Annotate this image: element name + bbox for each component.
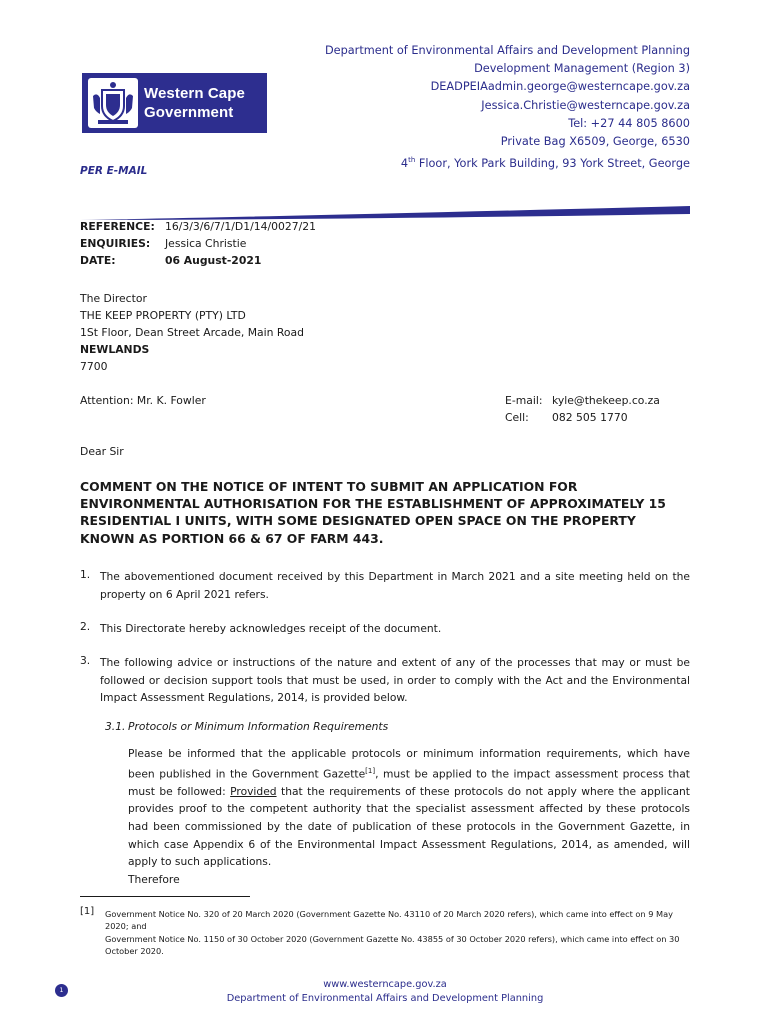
enquiries-label: ENQUIRIES:	[80, 237, 151, 250]
address-line: Development Management (Region 3)	[474, 62, 690, 76]
header-divider-swoosh	[0, 200, 770, 222]
enquiries-value: Jessica Christie	[165, 237, 247, 250]
provided-underlined: Provided	[230, 784, 277, 798]
paragraph-text: This Directorate hereby acknowledges receipt of the document.	[100, 622, 442, 635]
letter-subject: COMMENT ON THE NOTICE OF INTENT TO SUBMIT AN APPLICATION FOR ENVIRONMENTAL AUTHORISATION FOR THE ESTABLISHMENT OF APPROXIMATELY 15 RESIDENTIAL I UNITS, WITH SOME DESIGNATED OPEN SPACE ON THE PROPERTY KNOWN AS PORTION 66 & 67 OF FARM 443.	[80, 479, 666, 546]
address-phone-line: Tel: +27 44 805 8600	[568, 116, 690, 130]
cell-label: Cell:	[505, 411, 529, 424]
address-line: Department of Environmental Affairs and Development Planning	[324, 44, 690, 57]
email-label: E-mail:	[505, 394, 543, 407]
paragraph-number: 1.	[80, 568, 91, 581]
page-number-badge: 1	[55, 984, 68, 997]
subsection-title: Protocols or Minimum Information Requirements	[128, 720, 389, 733]
addressee-city: NEWLANDS	[80, 343, 150, 356]
salutation: Dear Sir	[80, 445, 124, 458]
footer-department: Department of Environmental Affairs and Development Planning	[226, 993, 544, 1004]
email-value: kyle@thekeep.co.za	[552, 394, 660, 407]
department-address-block	[325, 42, 690, 173]
addressee-postal-code: 7700	[80, 360, 108, 373]
reference-value: 16/3/3/6/7/1/D1/14/0027/21	[165, 220, 316, 233]
date-value: 06 August-2021	[165, 254, 262, 267]
footnote-text: Government Notice No. 320 of 20 March 2020 (Government Gazette No. 43110 of 20 March 2020 refers), which came into effect on 9 May 2020; and Government Notice No. 1150 of 30 October 2020 (Government Gazette No. 43855 of 30 October 2020 refers), which came into effect on 30 October 2020.	[105, 909, 680, 957]
addressee-company: THE KEEP PROPERTY (PTY) LTD	[80, 309, 246, 322]
per-email-label: PER E-MAIL	[80, 165, 148, 177]
therefore-line: Therefore	[128, 872, 180, 886]
footnote-reference: [1]	[365, 766, 376, 775]
logo-line-1: Western Cape	[144, 85, 245, 102]
subsection-number: 3.1.	[105, 720, 126, 733]
reference-label: REFERENCE:	[80, 220, 155, 233]
western-cape-government-logo	[82, 73, 267, 133]
logo-line-2: Government	[144, 104, 234, 121]
footer-url[interactable]: www.westerncape.gov.za	[323, 979, 447, 990]
addressee-title: The Director	[80, 292, 147, 305]
coat-of-arms-icon	[88, 78, 138, 128]
protocol-paragraph: Please be informed that the applicable protocols or minimum information requirements, which have been published in the Government Gazette[1], must be applied to the impact assessment process that must be followed: Provided that the requirements of these protocols do not apply where the applicant provides proof to the competent authority that the specialist assessment affected by these protocols had been commissioned by the date of publication of these protocols in the Government Gazette, in which case Appendix 6 of the Environmental Impact Assessment Regulations, 2014, as amended, will apply to such applications. Therefore	[128, 747, 690, 886]
addressee-street: 1St Floor, Dean Street Arcade, Main Road	[80, 326, 304, 339]
footnote-divider	[80, 896, 250, 897]
address-postal-line: Private Bag X6509, George, 6530	[500, 135, 690, 149]
address-email-line: DEADPEIAadmin.george@westerncape.gov.za	[430, 80, 690, 94]
paragraph-number: 2.	[80, 620, 91, 633]
attention-line: Attention: Mr. K. Fowler	[80, 394, 206, 407]
paragraph-text: The following advice or instructions of the nature and extent of any of the processes that may or must be followed or decision support tools that must be used, in order to comply with the Act and the Environmental Impact Assessment Regulations, 2014, is provided below.	[100, 656, 690, 705]
footnote-mark: [1]	[80, 906, 95, 917]
address-email-line: Jessica.Christie@westerncape.gov.za	[481, 98, 690, 112]
address-street-line: 4th Floor, York Park Building, 93 York Street, George	[400, 156, 690, 170]
paragraph-text: The abovementioned document received by this Department in March 2021 and a site meeting held on the property on 6 April 2021 refers.	[100, 570, 690, 601]
paragraph-number: 3.	[80, 654, 91, 667]
date-label: DATE:	[80, 254, 116, 267]
cell-value: 082 505 1770	[552, 411, 628, 424]
